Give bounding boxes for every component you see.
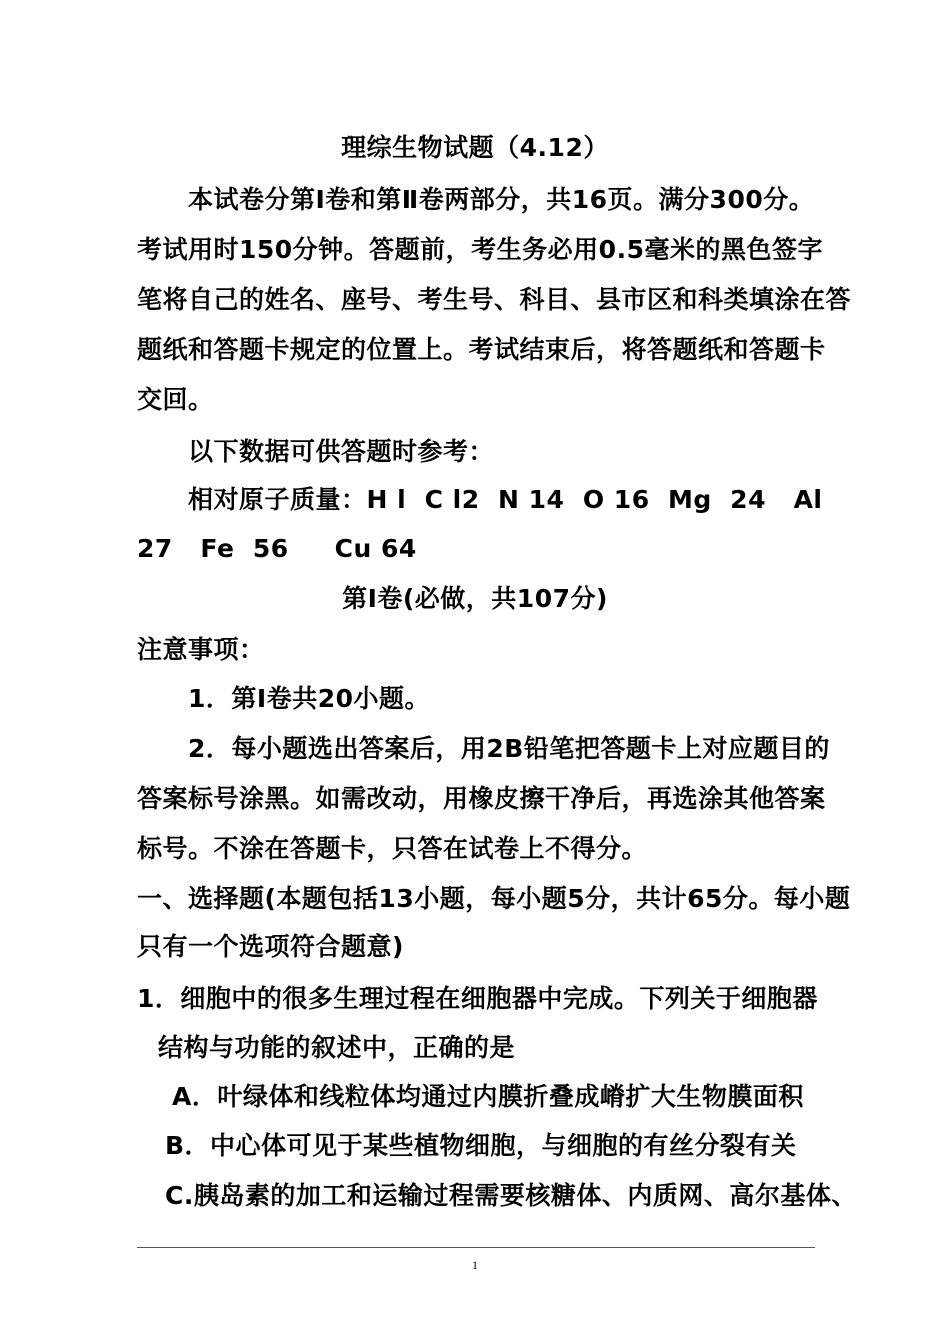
notice-heading: 注意事项： — [137, 635, 265, 664]
intro-line: 考试用时150分钟。答题前，考生务必用0.5毫米的黑色签字 — [137, 235, 823, 264]
page-number: 1 — [472, 1258, 478, 1272]
intro-line: 笔将自己的姓名、座号、考生号、科目、县市区和科类填涂在答 — [137, 285, 852, 314]
atomic-mass-line: 27 Fe 56 Cu 64 — [137, 534, 417, 563]
question-stem: 结构与功能的叙述中，正确的是 — [158, 1033, 516, 1062]
notice-item: 1．第Ⅰ卷共20小题。 — [188, 684, 430, 713]
part-heading: 一、选择题(本题包括13小题，每小题5分，共计65分。每小题 — [137, 884, 851, 913]
question-option: B．中心体可见于某些植物细胞，与细胞的有丝分裂有关 — [165, 1131, 797, 1160]
question-option: C.胰岛素的加工和运输过程需要核糖体、内质网、高尔基体、 — [165, 1181, 857, 1210]
intro-line: 题纸和答题卡规定的位置上。考试结束后，将答题纸和答题卡 — [137, 335, 826, 364]
notice-item: 标号。不涂在答题卡，只答在试卷上不得分。 — [137, 834, 648, 863]
reference-label: 以下数据可供答题时参考： — [188, 437, 495, 466]
question-option: A．叶绿体和线粒体均通过内膜折叠成嵴扩大生物膜面积 — [172, 1082, 804, 1111]
notice-item: 2．每小题选出答案后，用2B铅笔把答题卡上对应题目的 — [188, 734, 830, 763]
part-heading: 只有一个选项符合题意) — [137, 932, 404, 961]
atomic-mass-line: 相对原子质量：H l C l2 N 14 O 16 Mg 24 Al — [188, 485, 823, 514]
section-heading: 第Ⅰ卷(必做，共107分) — [342, 584, 608, 613]
footer-rule — [137, 1247, 815, 1248]
intro-line: 交回。 — [137, 385, 214, 414]
page-title: 理综生物试题（4.12） — [341, 133, 609, 162]
intro-line: 本试卷分第Ⅰ卷和第Ⅱ卷两部分，共16页。满分300分。 — [188, 185, 815, 214]
question-stem: 1．细胞中的很多生理过程在细胞器中完成。下列关于细胞器 — [137, 984, 818, 1013]
notice-item: 答案标号涂黑。如需改动，用橡皮擦干净后，再选涂其他答案 — [137, 784, 826, 813]
